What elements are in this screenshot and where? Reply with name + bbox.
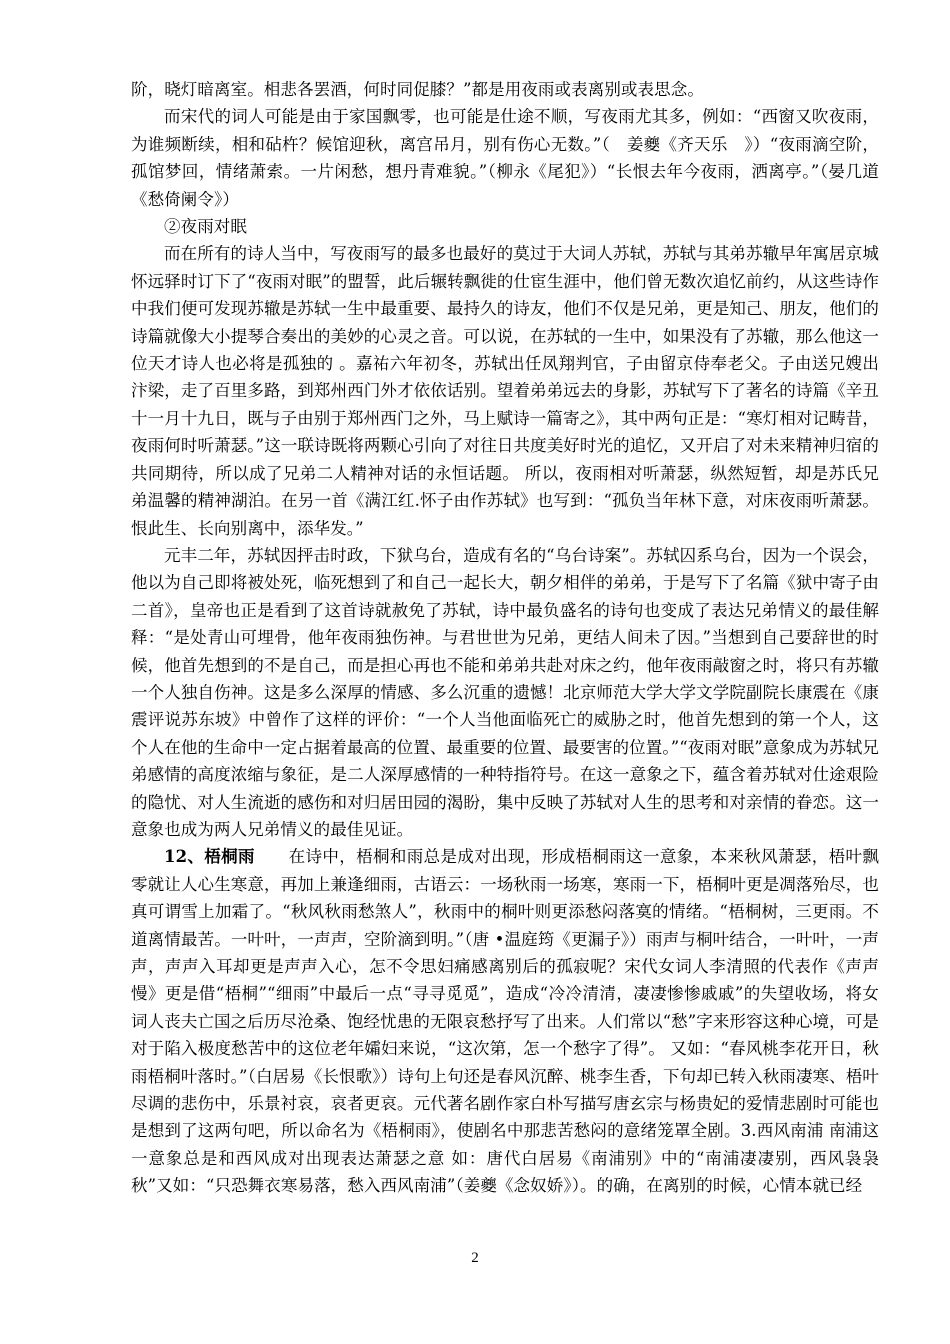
paragraph-wutong-rain [131,843,879,1199]
paragraph-song-ci-examples: 而宋代的词人可能是由于家国飘零，也可能是仕途不顺，写夜雨尤其多，例如：“西窗又吹夜雨，为谁频断续，相和砧杵？候馆迎秋，离宫吊月，别有伤心无数。”（ 姜夔《齐天乐 》）“夜雨滴空阶，孤馆梦回，情绪萧索。一片闲愁，想丹青难貌。”（柳永《尾犯》）“长恨去年今夜雨，洒离亭。”（晏几道《愁倚阑令》） [131,107,879,209]
page-number: 2 [471,1250,479,1266]
paragraph-su-shi-su-zhe: 而在所有的诗人当中，写夜雨写的最多也最好的莫过于大词人苏轼，苏轼与其弟苏辙早年寓居京城怀远驿时订下了“夜雨对眠”的盟誓，此后辗转飘徙的仕宦生涯中，他们曾无数次追忆前约，从这些诗作中我们便可发现苏辙是苏轼一生中最重要、最持久的诗友，他们不仅是兄弟，更是知己、朋友，他们的诗篇就像大小提琴合奏出的美妙的心灵之音。可以说，在苏轼的一生中，如果没有了苏辙，那么他这一位天才诗人也必将是孤独的 。嘉祐六年初冬，苏轼出任凤翔判官，子由留京侍奉老父。子由送兄嫂出汴梁，走了百里多路，到郑州西门外才依依话别。望着弟弟远去的身影，苏轼写下了著名的诗篇《辛丑十一月十九日，既与子由别于郑州西门之外，马上赋诗一篇寄之》，其中两句正是：“寒灯相对记畴昔，夜雨何时听萧瑟。”这一联诗既将两颗心引向了对往日共度美好时光的追忆，又开启了对未来精神归宿的共同期待，所以成了兄弟二人精神对话的永恒话题。 所以，夜雨相对听萧瑟，纵然短暂，却是苏氏兄弟温馨的精神湖泊。在另一首《满江红.怀子由作苏轼》也写到：“孤负当年林下意，对床夜雨听萧瑟。恨此生、长向别离中，添华发。” [131,244,879,538]
paragraph-wutai-case: 元丰二年，苏轼因抨击时政，下狱乌台，造成有名的“乌台诗案”。苏轼囚系乌台，因为一个误会，他以为自己即将被处死，临死想到了和自己一起长大，朝夕相伴的弟弟，于是写下了名篇《狱中寄子由二首》，皇帝也正是看到了这首诗就赦免了苏轼，诗中最负盛名的诗句也变成了表达兄弟情义的最佳解释：“是处青山可埋骨，他年夜雨独伤神。与君世世为兄弟，更结人间未了因。”当想到自己要辞世的时候，他首先想到的不是自己，而是担心再也不能和弟弟共赴对床之约，他年夜雨敲窗之时，将只有苏辙一个人独自伤神。这是多么深厚的情感、多么沉重的遗憾！北京师范大学大学文学院副院长康震在《康震评说苏东坡》中曾作了这样的评价：“一个人当他面临死亡的威胁之时，他首先想到的第一个人，这个人在他的生命中一定占据着最高的位置、最重要的位置、最要害的位置。”“夜雨对眠”意象成为苏轼兄弟感情的高度浓缩与象征，是二人深厚感情的一种特指符号。在这一意象之下，蕴含着苏轼对仕途艰险的隐忧、对人生流逝的感伤和对归居田园的渴盼，集中反映了苏轼对人生的思考和对亲情的眷恋。这一意象也成为两人兄弟情义的最佳见证。 [131,545,879,839]
subheading-night-rain: ②夜雨对眠 [164,217,247,237]
section-heading-wutong-rain: 12、梧桐雨 [164,847,255,867]
paragraph-continuation: 阶，晓灯暗离室。相悲各罢酒，何时同促膝？”都是用夜雨或表离别或表思念。 [131,80,704,99]
paragraph-wutong-rain-text: 在诗中，梧桐和雨总是成对出现，形成梧桐雨这一意象，本来秋风萧瑟，梧叶飘零就让人心生寒意，再加上兼逢细雨，古语云：一场秋雨一场寒，寒雨一下，梧桐叶更是凋落殆尽，也真可谓雪上加霜了。“秋风秋雨愁煞人”，秋雨中的桐叶则更添愁闷落寞的情绪。“梧桐树，三更雨。不道离情最苦。一叶叶，一声声，空阶滴到明。”（唐 •温庭筠《更漏子》）雨声与桐叶结合，一叶叶，一声声，声声入耳却更是声声入心，怎不令思妇痛感离别后的孤寂呢？宋代女词人李清照的代表作《声声慢》更是借“梧桐”“细雨”中最后一点“寻寻觅觅”，造成“冷冷清清，凄凄惨惨戚戚”的失望收场，将女词人丧夫亡国之后历尽沧桑、饱经忧患的无限哀愁抒写了出来。人们常以“愁”字来形容这种心境，可是对于陷入极度愁苦中的这位老年孀妇来说，“这次第，怎一个愁字了得”。 又如：“春风桃李花开日，秋雨梧桐叶落时。”（白居易《长恨歌》）诗句上句还是春风沉醉、桃李生香，下句却已转入秋雨凄寒、梧叶尽调的悲伤中，乐景衬哀，哀者更哀。元代著名剧作家白朴写描写唐玄宗与杨贵妃的爱情悲剧时可能也是想到了这两句吧，所以命名为《梧桐雨》，使剧名中那悲苦愁闷的意绪笼罩全剧。3.西风南浦 南浦这一意象总是和西风成对出现表达萧瑟之意 如：唐代白居易《南浦别》中的“南浦凄凄别，西风袅袅秋”又如：“只恐舞衣寒易落，愁入西风南浦”（姜夔《念奴娇》）。的确，在离别的时候，心情本就已经 [131,847,880,1196]
body-text [131,76,879,1200]
